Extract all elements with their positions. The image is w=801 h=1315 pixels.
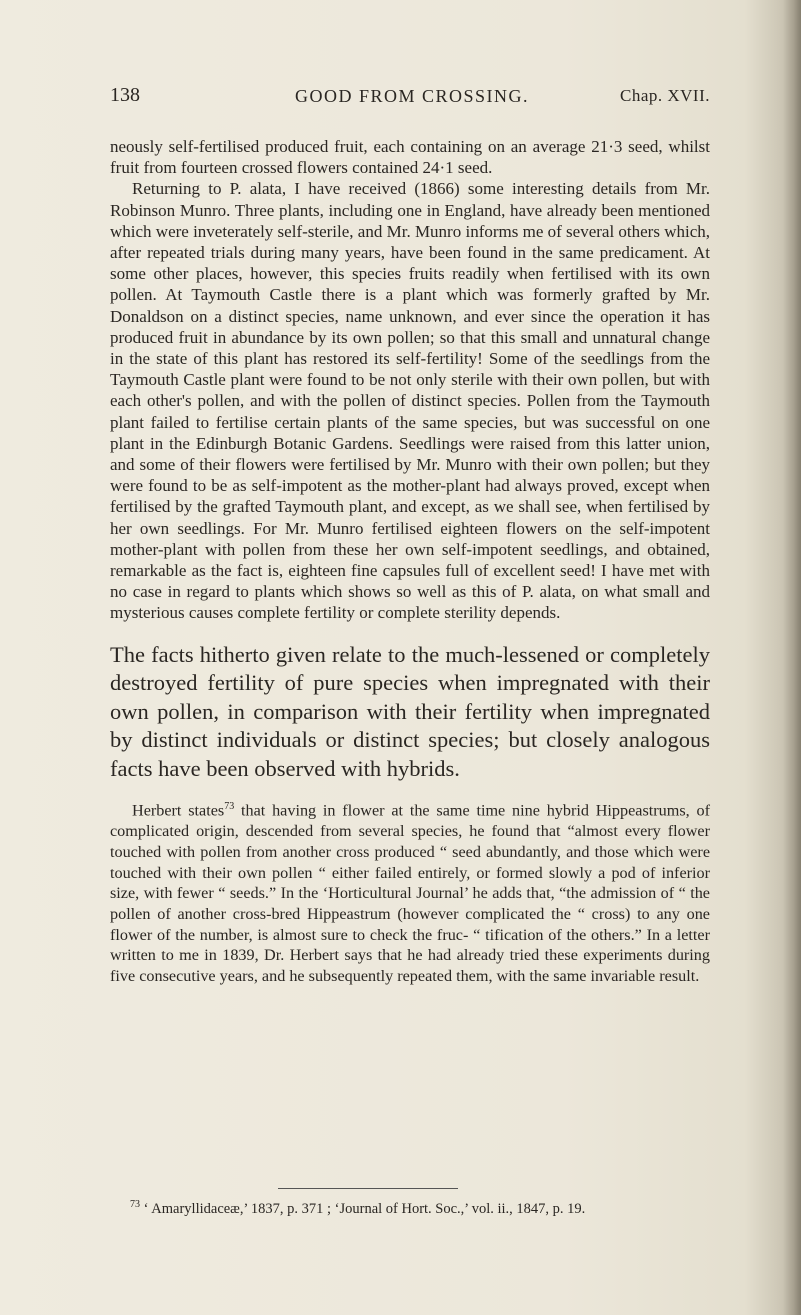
- footnote-mark: 73: [130, 1199, 140, 1210]
- footnote-reference: 73: [224, 801, 235, 813]
- page-number: 138: [110, 84, 140, 106]
- footnote-text: ‘ Amaryllidaceæ,’ 1837, p. 371 ; ‘Journal of Hort. Soc.,’ vol. ii., 1847, p. 19.: [143, 1200, 586, 1217]
- chapter-label: Chap. XVII.: [619, 86, 710, 105]
- page-edge-shadow: [783, 0, 801, 1315]
- main-text: [110, 136, 710, 987]
- page-header: [110, 84, 710, 114]
- herbert-intro: Herbert states: [132, 801, 225, 820]
- running-title: GOOD FROM CROSSING.: [295, 86, 530, 106]
- paragraph-herbert: [110, 797, 710, 987]
- herbert-text: that having in flower at the same time nine hybrid Hippeastrums, of complicated origin, descended from several species, he found that “almost every flower touched with pollen from another cross produced “ seed abundantly, and those which were touched with their own pollen “ either failed entirely, or formed slowly a pod of inferior size, with fewer “ seeds.” In the ‘Horticultural Journal’ he adds that, “the admission of “ the pollen of another cross-bred Hippeastrum (however complicated the “ cross) to any one flower of the number, is almost sure to check the fruc- “ tification of the others.” In a letter written to me in 1839, Dr. Herbert says that he had already tried these experiments during five consecutive years, and he subsequently repeated them, with the same invariable result.: [110, 801, 710, 986]
- paragraph-munro: Returning to P. alata, I have received (1866) some interesting details from Mr. Robinson Munro. Three plants, including one in England, have already been mentioned which were inveterately self-sterile, and Mr. Munro informs me of several others which, after repeated trials during many years, have been found in the same predicament. At some other places, however, this species fruits readily when fertilised with its own pollen. At Taymouth Castle there is a plant which was formerly grafted by Mr. Donaldson on a distinct species, name unknown, and ever since the operation it has produced fruit in abundance by its own pollen; so that this small and unnatural change in the state of this plant has restored its self-fertility! Some of the seedlings from the Taymouth Castle plant were found to be not only sterile with their own pollen, but with each other's pollen, and with the pollen of distinct species. Pollen from the Taymouth plant failed to fertilise certain plants of the same species, but was successful on one plant in the Edinburgh Botanic Gardens. Seedlings were raised from this latter union, and some of their flowers were fertilised by Mr. Munro with their own pollen; but they were found to be as self-impotent as the mother-plant had always proved, except when fertilised by the grafted Taymouth plant, and except, as we shall see, when fertilised by her own seedlings. For Mr. Munro fertilised eighteen flowers on the self-impotent mother-plant with pollen from these her own self-impotent seedlings, and obtained, remarkable as the fact is, eighteen fine capsules full of excellent seed! I have met with no case in regard to plants which shows so well as this of P. alata, on what small and mysterious causes complete fertility or complete sterility depends.: [110, 179, 711, 623]
- paragraph-continuation: neously self-fertilised produced fruit, each containing on an average 21·3 seed, whilst fruit from fourteen crossed flowers contained 24·1 seed.: [110, 137, 710, 178]
- paragraph-large-summary: The facts hitherto given relate to the much-lessened or completely destroyed fertility of pure species when impregnated with their own pollen, in comparison with their fertility when impregnated by distinct individuals or distinct species; but closely analogous facts have been observed with hybrids.: [110, 641, 710, 781]
- footnote: [130, 1196, 730, 1218]
- footnote-divider: [278, 1188, 458, 1189]
